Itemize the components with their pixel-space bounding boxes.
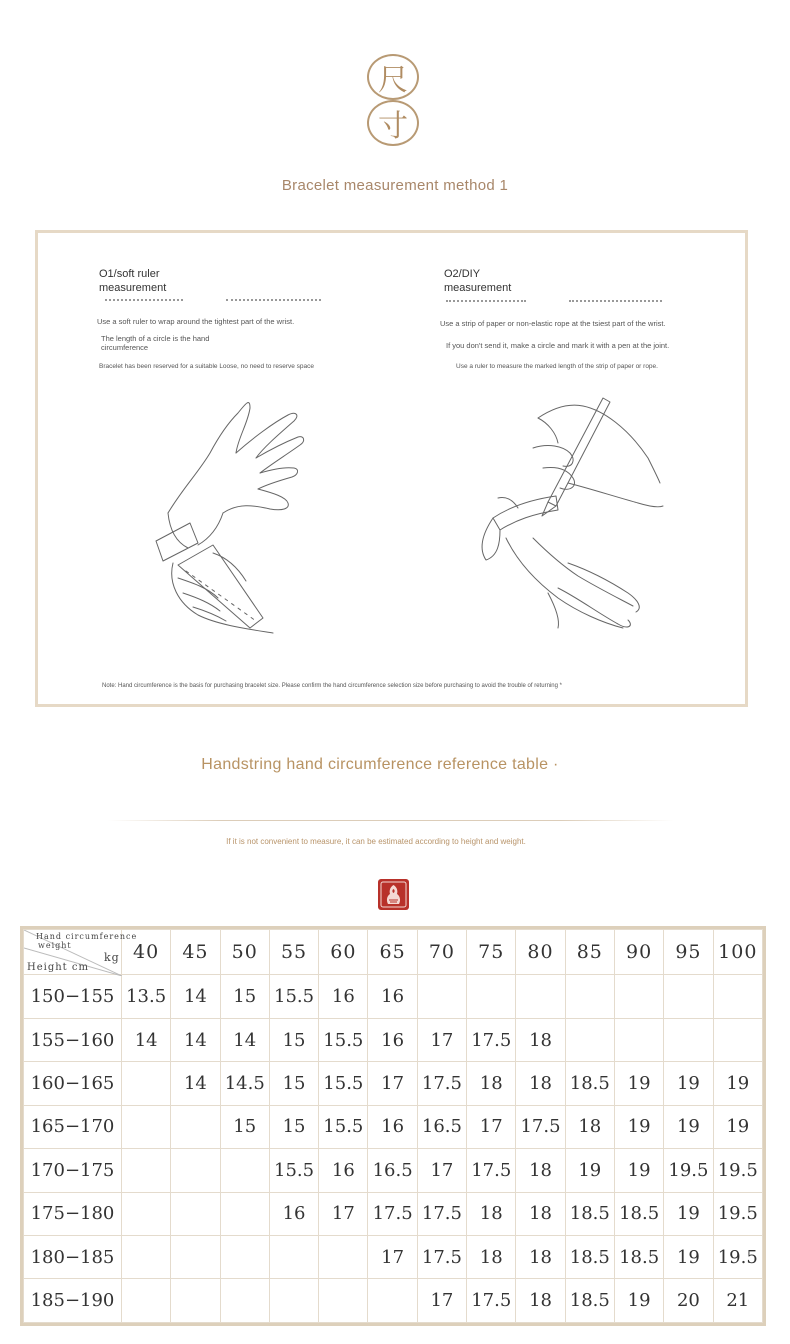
circumference-cell: 17: [319, 1192, 368, 1235]
circumference-cell: 19.5: [713, 1192, 762, 1235]
circumference-cell: 17: [417, 1018, 466, 1061]
circumference-cell: 15.5: [319, 1062, 368, 1105]
circumference-cell: 17.5: [417, 1062, 466, 1105]
circumference-cell: 18: [467, 1192, 516, 1235]
height-range-cell: 155−160: [24, 1018, 122, 1061]
circumference-cell: 16: [319, 975, 368, 1018]
weight-header-cell: 55: [269, 930, 318, 975]
circumference-cell: 17.5: [516, 1105, 565, 1148]
method-2-instruction: If you don't send it, make a circle and mark it with a pen at the joint.: [446, 341, 670, 350]
circumference-cell: 17.5: [467, 1279, 516, 1323]
table-row: [24, 1192, 763, 1235]
circumference-cell: [171, 1149, 220, 1192]
circumference-cell: [122, 1105, 171, 1148]
method-2-instruction: Use a ruler to measure the marked length of the strip of paper or rope.: [456, 363, 658, 370]
circumference-cell: 19.5: [713, 1149, 762, 1192]
seal-logo: [367, 54, 419, 148]
circumference-cell: 19.5: [664, 1149, 713, 1192]
circumference-cell: [122, 1149, 171, 1192]
soft-ruler-hand-illustration: [138, 393, 358, 653]
circumference-cell: [614, 1018, 663, 1061]
method-1-instruction: The length of a circle is the hand: [101, 334, 210, 343]
circumference-cell: 16: [319, 1149, 368, 1192]
dotted-rule: [446, 300, 526, 302]
weight-header-cell: 45: [171, 930, 220, 975]
circumference-cell: 15.5: [269, 1149, 318, 1192]
table-title: Handstring hand circumference reference table ·: [201, 756, 559, 773]
circumference-cell: 16: [368, 1018, 417, 1061]
method-1-instruction: circumference: [101, 343, 149, 352]
circumference-cell: 17: [368, 1062, 417, 1105]
circumference-cell: 17.5: [368, 1192, 417, 1235]
circumference-cell: 17: [417, 1149, 466, 1192]
height-range-cell: 160−165: [24, 1062, 122, 1105]
circumference-cell: 14.5: [220, 1062, 269, 1105]
circumference-cell: 16.5: [368, 1149, 417, 1192]
circumference-cell: 19: [614, 1149, 663, 1192]
circumference-cell: 18: [516, 1149, 565, 1192]
weight-header-cell: 100: [713, 930, 762, 975]
circumference-cell: 14: [171, 975, 220, 1018]
circumference-cell: 19: [713, 1105, 762, 1148]
circumference-cell: 19: [614, 1062, 663, 1105]
weight-header-cell: 85: [565, 930, 614, 975]
height-range-cell: 175−180: [24, 1192, 122, 1235]
circumference-cell: 15.5: [319, 1105, 368, 1148]
circumference-cell: 19: [664, 1105, 713, 1148]
table-row: [24, 1236, 763, 1279]
method-1-instruction: Bracelet has been reserved for a suitable Loose, no need to reserve space: [99, 363, 314, 370]
circumference-cell: [713, 975, 762, 1018]
circumference-cell: 14: [220, 1018, 269, 1061]
corner-weight: weight: [38, 941, 72, 950]
circumference-cell: [220, 1149, 269, 1192]
circumference-cell: [171, 1105, 220, 1148]
circumference-cell: 19: [713, 1062, 762, 1105]
table-row: [24, 975, 763, 1018]
circumference-cell: [614, 975, 663, 1018]
circumference-cell: 18: [516, 1236, 565, 1279]
paper-strip-hand-illustration: [438, 388, 678, 648]
method-1-title-line1: O1/soft ruler: [99, 268, 160, 280]
circumference-cell: 17: [368, 1236, 417, 1279]
circumference-cell: [269, 1279, 318, 1323]
circumference-cell: 15: [269, 1105, 318, 1148]
circumference-cell: [269, 1236, 318, 1279]
method-1-title: [99, 267, 166, 295]
circumference-cell: 14: [171, 1018, 220, 1061]
circumference-cell: [713, 1018, 762, 1061]
method-2-title-line2: measurement: [444, 282, 512, 294]
circumference-cell: [565, 975, 614, 1018]
circumference-cell: [220, 1192, 269, 1235]
table-row: [24, 1062, 763, 1105]
corner-height: Height cm: [27, 962, 89, 973]
measurement-method-box: [35, 230, 748, 707]
height-range-cell: 150−155: [24, 975, 122, 1018]
circumference-cell: 18.5: [614, 1236, 663, 1279]
weight-header-row: [24, 930, 763, 975]
circumference-cell: [664, 975, 713, 1018]
circumference-cell: [516, 975, 565, 1018]
circumference-cell: 18: [467, 1236, 516, 1279]
table-row: [24, 1105, 763, 1148]
circumference-cell: 17.5: [417, 1192, 466, 1235]
corner-hand-circumference: Hand circumference: [36, 932, 138, 941]
table-subtitle: If it is not convenient to measure, it can be estimated according to height and weight.: [226, 837, 526, 846]
circumference-cell: 19: [664, 1062, 713, 1105]
circumference-cell: 17.5: [467, 1149, 516, 1192]
circumference-cell: 18: [516, 1192, 565, 1235]
circumference-cell: 19: [614, 1105, 663, 1148]
circumference-cell: 18.5: [565, 1279, 614, 1323]
circumference-cell: 18: [516, 1018, 565, 1061]
height-range-cell: 170−175: [24, 1149, 122, 1192]
weight-header-cell: 95: [664, 930, 713, 975]
table-row: [24, 1279, 763, 1323]
circumference-cell: [122, 1062, 171, 1105]
height-range-cell: 185−190: [24, 1279, 122, 1323]
circumference-cell: [171, 1236, 220, 1279]
method-2-title: [444, 267, 511, 295]
circumference-cell: 15: [269, 1062, 318, 1105]
corner-kg: kg: [104, 951, 120, 964]
weight-header-cell: 65: [368, 930, 417, 975]
height-range-cell: 180−185: [24, 1236, 122, 1279]
method-1-instruction: Use a soft ruler to wrap around the tightest part of the wrist.: [97, 317, 295, 326]
method-2-instruction: Use a strip of paper or non-elastic rope at the tsiest part of the wrist.: [440, 319, 666, 328]
table-row: [24, 1149, 763, 1192]
weight-header-cell: 90: [614, 930, 663, 975]
weight-header-cell: 40: [122, 930, 171, 975]
circumference-cell: 18.5: [565, 1236, 614, 1279]
weight-header-cell: 60: [319, 930, 368, 975]
method-1-title-line2: measurement: [99, 282, 167, 294]
weight-header-cell: 70: [417, 930, 466, 975]
table-corner-cell: [24, 930, 138, 975]
circumference-cell: 18: [565, 1105, 614, 1148]
seal-char-bottom: 寸: [367, 100, 419, 146]
circumference-cell: 15.5: [319, 1018, 368, 1061]
circumference-cell: 18.5: [614, 1192, 663, 1235]
circumference-cell: 15.5: [269, 975, 318, 1018]
circumference-cell: 19: [664, 1236, 713, 1279]
circumference-cell: 18: [467, 1062, 516, 1105]
dotted-rule: [226, 299, 321, 301]
circumference-cell: [171, 1279, 220, 1323]
table-row: [24, 1018, 763, 1061]
seal-stamp-icon: [377, 878, 410, 911]
circumference-cell: 14: [171, 1062, 220, 1105]
circumference-cell: 16: [368, 1105, 417, 1148]
circumference-cell: 15: [269, 1018, 318, 1061]
reference-grid: [23, 929, 763, 1323]
circumference-cell: 18.5: [565, 1062, 614, 1105]
circumference-cell: 19: [664, 1192, 713, 1235]
circumference-cell: 19: [614, 1279, 663, 1323]
circumference-cell: [319, 1279, 368, 1323]
circumference-cell: 17: [417, 1279, 466, 1323]
circumference-cell: [565, 1018, 614, 1061]
circumference-cell: 16: [269, 1192, 318, 1235]
circumference-cell: 15: [220, 975, 269, 1018]
circumference-cell: [319, 1236, 368, 1279]
circumference-cell: 16: [368, 975, 417, 1018]
circumference-cell: [664, 1018, 713, 1061]
weight-header-cell: 50: [220, 930, 269, 975]
circumference-cell: [417, 975, 466, 1018]
weight-header-cell: 75: [467, 930, 516, 975]
hand-circumference-table: [20, 926, 766, 1326]
dotted-rule: [105, 299, 183, 301]
measurement-note: Note: Hand circumference is the basis for purchasing bracelet size. Please confirm the hand circumference selection size before purchasing to avoid the trouble of returning *: [102, 683, 562, 689]
method-2-title-line1: O2/DIY: [444, 268, 481, 280]
circumference-cell: [122, 1192, 171, 1235]
height-range-cell: 165−170: [24, 1105, 122, 1148]
circumference-cell: [220, 1279, 269, 1323]
circumference-cell: [368, 1279, 417, 1323]
dotted-rule: [569, 300, 662, 302]
circumference-cell: 18.5: [565, 1192, 614, 1235]
circumference-cell: 18: [516, 1279, 565, 1323]
circumference-cell: 19.5: [713, 1236, 762, 1279]
circumference-cell: 17.5: [467, 1018, 516, 1061]
circumference-cell: [467, 975, 516, 1018]
circumference-cell: [171, 1192, 220, 1235]
circumference-cell: [122, 1236, 171, 1279]
divider: [108, 820, 674, 821]
seal-char-top: 尺: [367, 54, 419, 100]
circumference-cell: 21: [713, 1279, 762, 1323]
circumference-cell: 14: [122, 1018, 171, 1061]
circumference-cell: 19: [565, 1149, 614, 1192]
method-title: Bracelet measurement method 1: [281, 177, 509, 194]
circumference-cell: 17: [467, 1105, 516, 1148]
circumference-cell: [122, 1279, 171, 1323]
circumference-cell: 13.5: [122, 975, 171, 1018]
circumference-cell: 17.5: [417, 1236, 466, 1279]
weight-header-cell: 80: [516, 930, 565, 975]
circumference-cell: 16.5: [417, 1105, 466, 1148]
circumference-cell: 18: [516, 1062, 565, 1105]
circumference-cell: 20: [664, 1279, 713, 1323]
circumference-cell: [220, 1236, 269, 1279]
circumference-cell: 15: [220, 1105, 269, 1148]
